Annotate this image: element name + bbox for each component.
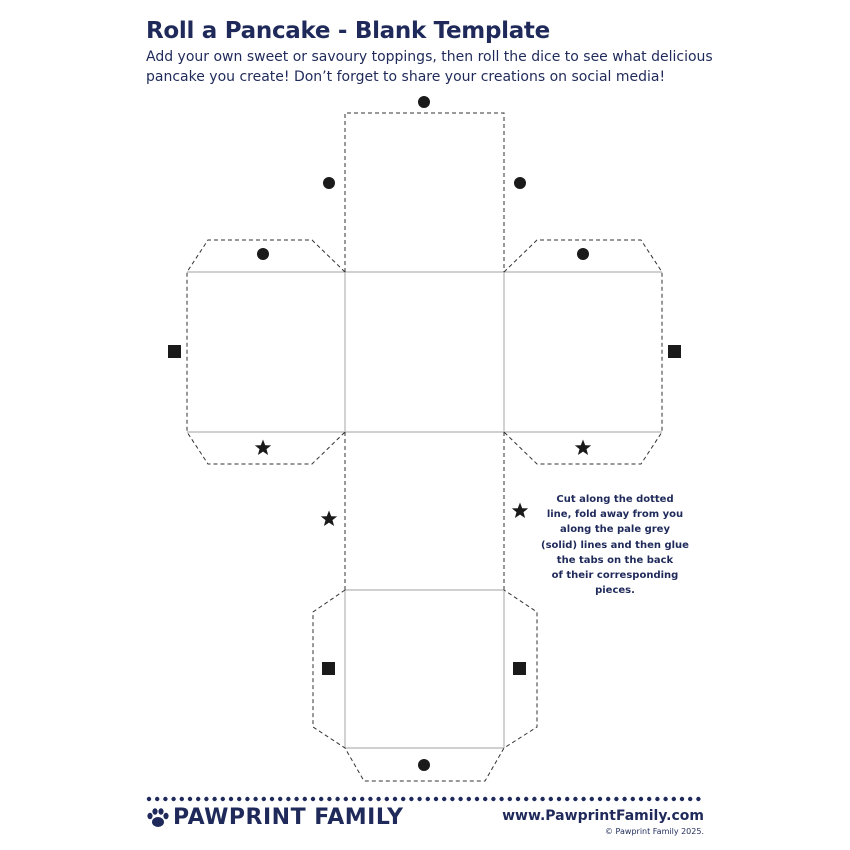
instruction-line: line, fold away from you bbox=[546, 509, 684, 521]
divider-dot bbox=[278, 797, 282, 801]
circle-marker bbox=[577, 248, 589, 260]
circle-markers bbox=[257, 96, 589, 771]
circle-marker bbox=[323, 177, 335, 189]
divider-dot bbox=[696, 797, 700, 801]
divider-dot bbox=[680, 797, 684, 801]
footer-dot-divider bbox=[146, 796, 706, 802]
divider-dot bbox=[196, 797, 200, 801]
divider-dot bbox=[262, 797, 266, 801]
divider-dot bbox=[155, 797, 159, 801]
divider-dot bbox=[171, 797, 175, 801]
divider-dot bbox=[311, 797, 315, 801]
divider-dot bbox=[467, 797, 471, 801]
divider-dot bbox=[417, 797, 421, 801]
divider-dot bbox=[303, 797, 307, 801]
divider-dot bbox=[434, 797, 438, 801]
page-title: Roll a Pancake - Blank Template bbox=[146, 18, 550, 44]
divider-dot bbox=[253, 797, 257, 801]
star-marker bbox=[321, 511, 337, 527]
instruction-line: the tabs on the back bbox=[556, 554, 674, 566]
cut-line-right-face bbox=[504, 240, 662, 464]
subtitle-line: pancake you create! Don’t forget to share your creations on social media! bbox=[146, 69, 666, 85]
divider-dot bbox=[516, 797, 520, 801]
divider-dot bbox=[335, 797, 339, 801]
circle-marker bbox=[418, 96, 430, 108]
divider-dot bbox=[540, 797, 544, 801]
divider-dot bbox=[631, 797, 635, 801]
star-marker bbox=[575, 440, 591, 456]
star-marker bbox=[512, 503, 528, 519]
cut-line-top-face bbox=[345, 113, 504, 272]
divider-dot bbox=[426, 797, 430, 801]
divider-dot bbox=[229, 797, 233, 801]
divider-dot bbox=[385, 797, 389, 801]
divider-dot bbox=[188, 797, 192, 801]
divider-dot bbox=[180, 797, 184, 801]
subtitle-line: Add your own sweet or savoury toppings, then roll the dice to see what delicious bbox=[146, 49, 713, 65]
divider-dot bbox=[286, 797, 290, 801]
divider-dot bbox=[549, 797, 553, 801]
divider-dot bbox=[352, 797, 356, 801]
divider-dot bbox=[573, 797, 577, 801]
divider-dot bbox=[499, 797, 503, 801]
divider-dot bbox=[147, 797, 151, 801]
divider-dot bbox=[647, 797, 651, 801]
divider-dot bbox=[442, 797, 446, 801]
instruction-line: pieces. bbox=[595, 585, 635, 597]
instruction-line: (solid) lines and then glue bbox=[541, 539, 689, 551]
circle-marker bbox=[257, 248, 269, 260]
divider-dot bbox=[622, 797, 626, 801]
circle-marker bbox=[514, 177, 526, 189]
website-link[interactable]: www.PawprintFamily.com bbox=[502, 808, 704, 824]
divider-dot bbox=[688, 797, 692, 801]
square-marker bbox=[668, 345, 681, 358]
divider-dot bbox=[450, 797, 454, 801]
divider-dot bbox=[344, 797, 348, 801]
divider-dot bbox=[655, 797, 659, 801]
copyright-text: © Pawprint Family 2025. bbox=[605, 827, 704, 836]
divider-dot bbox=[401, 797, 405, 801]
square-marker bbox=[513, 662, 526, 675]
divider-dot bbox=[163, 797, 167, 801]
brand-name: PAWPRINT FAMILY bbox=[173, 805, 404, 830]
divider-dot bbox=[245, 797, 249, 801]
divider-dot bbox=[663, 797, 667, 801]
star-marker bbox=[255, 440, 271, 456]
divider-dot bbox=[614, 797, 618, 801]
divider-dot bbox=[368, 797, 372, 801]
instructions-text bbox=[540, 492, 690, 598]
circle-marker bbox=[418, 759, 430, 771]
divider-dot bbox=[212, 797, 216, 801]
divider-dot bbox=[319, 797, 323, 801]
divider-dot bbox=[204, 797, 208, 801]
divider-dot bbox=[475, 797, 479, 801]
divider-dot bbox=[491, 797, 495, 801]
divider-dot bbox=[458, 797, 462, 801]
divider-dot bbox=[672, 797, 676, 801]
divider-dot bbox=[606, 797, 610, 801]
divider-dot bbox=[532, 797, 536, 801]
paw-icon bbox=[146, 807, 170, 829]
divider-dot bbox=[393, 797, 397, 801]
divider-dot bbox=[557, 797, 561, 801]
divider-dot bbox=[581, 797, 585, 801]
divider-dot bbox=[483, 797, 487, 801]
divider-dot bbox=[221, 797, 225, 801]
divider-dot bbox=[270, 797, 274, 801]
square-marker bbox=[168, 345, 181, 358]
divider-dot bbox=[590, 797, 594, 801]
divider-dot bbox=[639, 797, 643, 801]
divider-dot bbox=[360, 797, 364, 801]
square-marker bbox=[322, 662, 335, 675]
instruction-line: of their corresponding bbox=[551, 570, 679, 582]
divider-dot bbox=[294, 797, 298, 801]
divider-dot bbox=[598, 797, 602, 801]
divider-dot bbox=[376, 797, 380, 801]
divider-dot bbox=[508, 797, 512, 801]
instruction-line: Cut along the dotted bbox=[556, 494, 674, 505]
brand-logo bbox=[146, 805, 403, 830]
instruction-line: along the pale grey bbox=[560, 524, 670, 536]
divider-dot bbox=[565, 797, 569, 801]
divider-dot bbox=[524, 797, 528, 801]
divider-dot bbox=[327, 797, 331, 801]
divider-dot bbox=[409, 797, 413, 801]
divider-dot bbox=[237, 797, 241, 801]
cut-line-left-face bbox=[187, 240, 345, 464]
